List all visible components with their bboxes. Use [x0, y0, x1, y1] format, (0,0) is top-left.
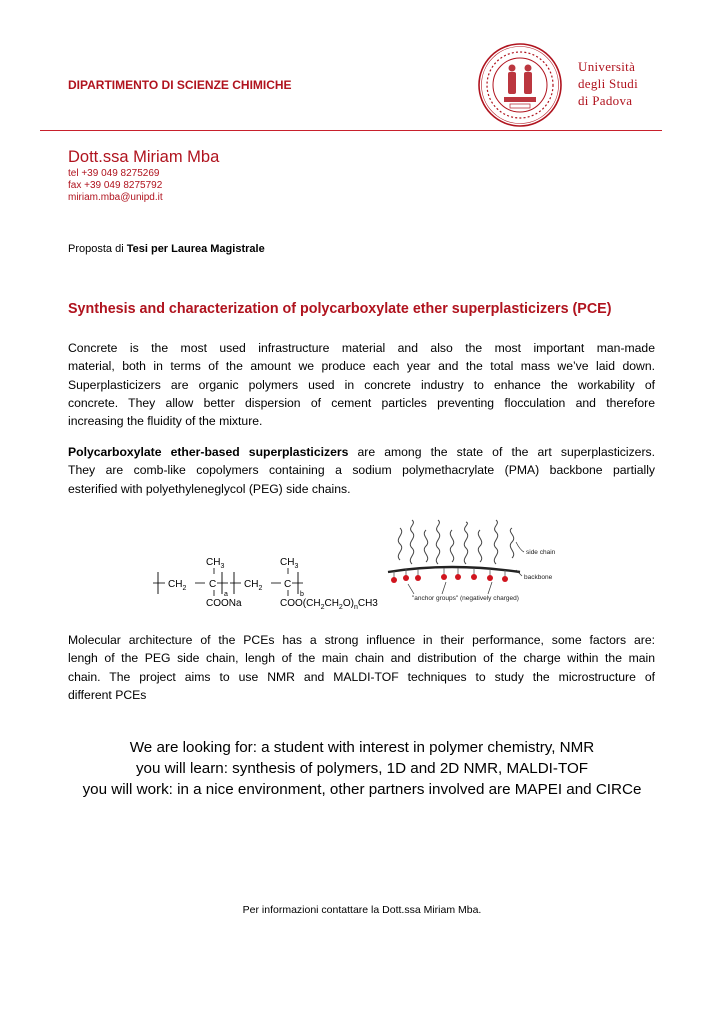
- svg-text:b: b: [300, 591, 304, 598]
- paragraph-line: concrete. They allow better dispersion of cement particles preventing flocculation and therefore: [68, 395, 655, 410]
- svg-text:CH3: $CH_3$: [206, 557, 225, 570]
- svg-text:a: a: [224, 591, 228, 598]
- svg-text:COONa: COONa: [206, 598, 242, 609]
- paragraph-line-rest: are among the state of the art superplasticizers.: [348, 445, 655, 459]
- label-backbone: backbone: [524, 574, 553, 581]
- label-anchor-groups: "anchor groups" (negatively charged): [412, 595, 519, 602]
- university-name: [578, 58, 638, 109]
- svg-text:CH3: $CH_3$: [280, 557, 299, 570]
- contact-tel: tel +39 049 8275269: [68, 168, 160, 179]
- contact-name: Dott.ssa Miriam Mba: [68, 148, 220, 166]
- paragraph-line: Concrete is the most used infrastructure material and also the most important man-made: [68, 341, 655, 355]
- footer-contact-note: Per informazioni contattare la Dott.ssa Miriam Mba.: [242, 904, 482, 916]
- will-work-line: you will work: in a nice environment, other partners involved are MAPEI and CIRCe: [82, 781, 642, 798]
- paragraph-line: esterified with polyethyleneglycol (PEG) side chains.: [68, 481, 351, 496]
- paragraph-line: They are comb-like copolymers containing a sodium polymethacrylate (PMA) backbone partially: [68, 463, 655, 478]
- label-side-chain: side chain: [526, 549, 556, 556]
- svg-text:C: C: [209, 579, 217, 590]
- paragraph-line: Superplasticizers are organic polymers used in concrete industry to enhance the workability of: [68, 377, 655, 392]
- svg-text:CH2: $CH_2$: [168, 579, 187, 592]
- pce-structure-figure: [150, 512, 680, 622]
- paragraph-line: Molecular architecture of the PCEs has a strong influence in their performance, some factors are:: [68, 633, 655, 647]
- university-line-1: Università: [578, 59, 636, 74]
- paragraph-line: material, both in terms of the amount we produce each year and the total mass we’ve laid down.: [68, 359, 655, 374]
- university-line-3: di Padova: [578, 93, 633, 108]
- contact-email[interactable]: miriam.mba@unipd.it: [68, 192, 163, 203]
- department-name: DIPARTIMENTO DI SCIENZE CHIMICHE: [68, 78, 292, 92]
- proposal-type: Tesi per Laurea Magistrale: [126, 243, 265, 255]
- will-learn-line: you will learn: synthesis of polymers, 1D and 2D NMR, MALDI-TOF: [135, 760, 589, 777]
- paragraph-pce: [68, 443, 655, 498]
- contact-fax: fax +39 049 8275792: [68, 180, 163, 191]
- paragraph-architecture: [68, 631, 655, 704]
- header-divider: [40, 130, 662, 131]
- paragraph-line: increasing the fluidity of the mixture.: [68, 414, 263, 429]
- svg-text:CH2: $CH_2$: [244, 579, 263, 592]
- university-line-2: degli Studi: [578, 76, 638, 91]
- paragraph-line: chain. The project aims to use NMR and MALDI-TOF techniques to study the microstructure of: [68, 669, 655, 684]
- proposal-prefix: Proposta di: [68, 243, 124, 255]
- proposal-line: [68, 243, 265, 255]
- paragraph-intro: [68, 339, 655, 430]
- paragraph-bold-term: Polycarboxylate ether-based superplasticizers: [68, 445, 349, 459]
- chemical-formula: [153, 557, 378, 611]
- looking-for-line: We are looking for: a student with interest in polymer chemistry, NMR: [129, 739, 595, 756]
- comb-polymer-diagram: [388, 520, 556, 602]
- svg-text:COO(CH2CH2O)nCH3: $COO(CH_2CH_2O)_nCH3$: [280, 598, 378, 611]
- thesis-title: Synthesis and characterization of polycarboxylate ether superplasticizers (PCE): [68, 301, 612, 317]
- paragraph-line: lengh of the PEG side chain, lengh of the main chain and distribution of the charge within the main: [68, 651, 655, 666]
- paragraph-line: [68, 443, 655, 461]
- university-seal-logo: [477, 42, 563, 128]
- paragraph-line: different PCEs: [68, 687, 147, 702]
- svg-text:C: C: [284, 579, 292, 590]
